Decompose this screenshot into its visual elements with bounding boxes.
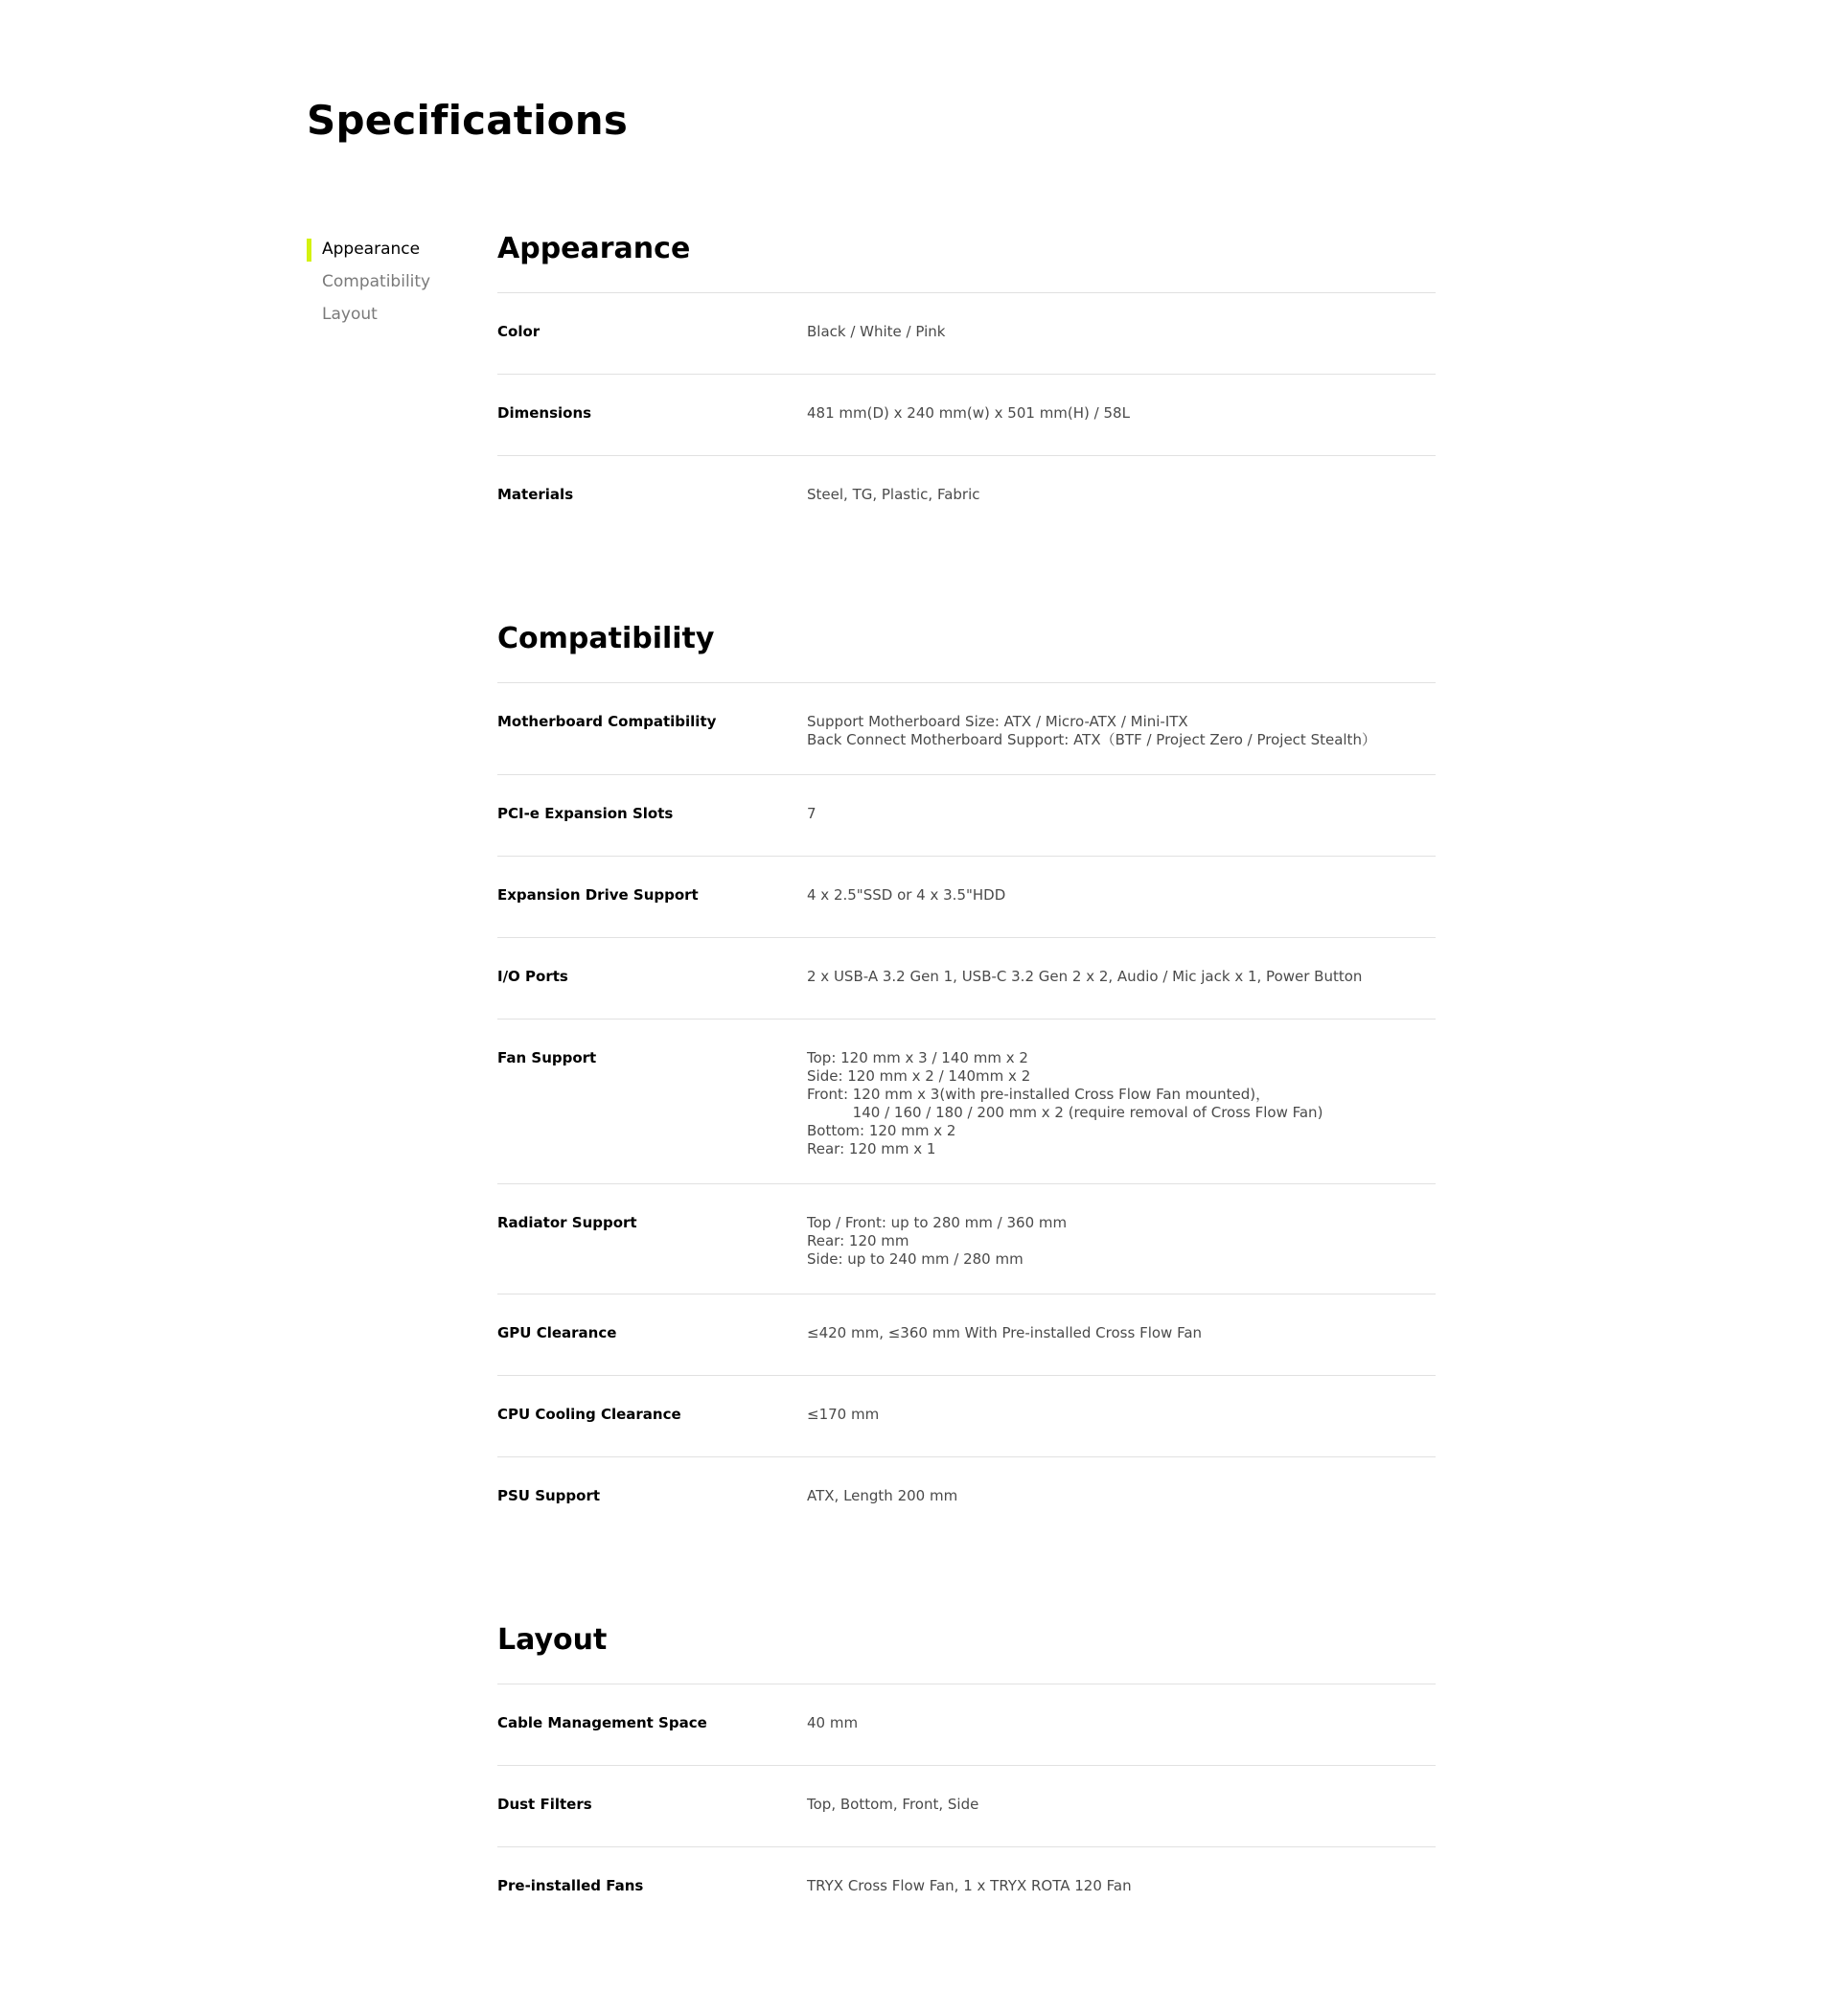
- spec-value-line: Rear: 120 mm: [807, 1232, 909, 1249]
- spec-value: [807, 886, 1436, 912]
- spec-value-line: Top: 120 mm x 3 / 140 mm x 2: [807, 1049, 1028, 1066]
- spec-value: [807, 404, 1436, 430]
- spec-value-line: Bottom: 120 mm x 2: [807, 1122, 956, 1139]
- nav-item-appearance[interactable]: Appearance: [307, 236, 460, 268]
- spec-value: [807, 1406, 1436, 1432]
- spec-label: Materials: [497, 486, 574, 503]
- page-title: Specifications: [307, 97, 629, 144]
- spec-row-i-o-ports: [497, 938, 1436, 1019]
- spec-value: [807, 1487, 1436, 1514]
- spec-row-expansion-drive-support: [497, 857, 1436, 938]
- spec-value: [807, 968, 1436, 994]
- spec-label: Dimensions: [497, 404, 592, 422]
- spec-value-line: Front: 120 mm x 3(with pre-installed Cross Flow Fan mounted)，: [807, 1086, 1271, 1103]
- spec-row-gpu-clearance: [497, 1294, 1436, 1376]
- spec-value: [807, 805, 1436, 831]
- spec-section-compatibility: [497, 616, 1436, 1539]
- spec-value-line: 140 / 160 / 180 / 200 mm x 2 (require removal of Cross Flow Fan): [807, 1104, 1323, 1121]
- spec-section-layout: [497, 1617, 1436, 1929]
- spec-value-line: Black / White / Pink: [807, 323, 946, 340]
- spec-value-line: Rear: 120 mm x 1: [807, 1140, 936, 1157]
- section-heading: Compatibility: [497, 616, 1436, 683]
- spec-value-line: 2 x USB-A 3.2 Gen 1, USB-C 3.2 Gen 2 x 2, Audio / Mic jack x 1, Power Button: [807, 968, 1363, 985]
- spec-value: [807, 1877, 1436, 1904]
- spec-value-line: 7: [807, 805, 816, 822]
- spec-value-line: TRYX Cross Flow Fan, 1 x TRYX ROTA 120 Fan: [807, 1877, 1132, 1894]
- spec-value-line: Top, Bottom, Front, Side: [807, 1796, 979, 1813]
- spec-row-dust-filters: [497, 1766, 1436, 1847]
- spec-label: CPU Cooling Clearance: [497, 1406, 681, 1423]
- spec-value-line: ATX, Length 200 mm: [807, 1487, 958, 1504]
- spec-row-cpu-cooling-clearance: [497, 1376, 1436, 1457]
- spec-label: GPU Clearance: [497, 1324, 617, 1341]
- spec-row-radiator-support: [497, 1184, 1436, 1294]
- spec-value-line: Steel, TG, Plastic, Fabric: [807, 486, 980, 503]
- spec-row-psu-support: [497, 1457, 1436, 1539]
- section-nav: [307, 236, 460, 333]
- spec-row-color: [497, 293, 1436, 375]
- spec-value-line: 40 mm: [807, 1714, 859, 1731]
- spec-label: Expansion Drive Support: [497, 886, 699, 904]
- spec-value-line: Side: up to 240 mm / 280 mm: [807, 1250, 1024, 1268]
- spec-label: Motherboard Compatibility: [497, 713, 717, 730]
- spec-label: PSU Support: [497, 1487, 601, 1504]
- spec-value-line: Back Connect Motherboard Support: ATX（BTF / Project Zero / Project Stealth）: [807, 731, 1376, 748]
- spec-row-dimensions: [497, 375, 1436, 456]
- section-heading: Layout: [497, 1617, 1436, 1684]
- spec-value-line: Top / Front: up to 280 mm / 360 mm: [807, 1214, 1068, 1231]
- spec-value: [807, 713, 1436, 749]
- nav-item-layout[interactable]: Layout: [322, 305, 378, 324]
- spec-value: [807, 1796, 1436, 1821]
- spec-value-line: Support Motherboard Size: ATX / Micro-ATX / Mini-ITX: [807, 713, 1188, 730]
- spec-value-line: ≤170 mm: [807, 1406, 880, 1423]
- spec-value: [807, 1324, 1436, 1350]
- spec-label: Dust Filters: [497, 1796, 592, 1813]
- spec-row-materials: [497, 456, 1436, 538]
- spec-label: I/O Ports: [497, 968, 568, 985]
- spec-label: Color: [497, 323, 540, 340]
- spec-label: Radiator Support: [497, 1214, 637, 1231]
- spec-value-line: 4 x 2.5"SSD or 4 x 3.5"HDD: [807, 886, 1006, 904]
- spec-label: Cable Management Space: [497, 1714, 707, 1731]
- section-heading: Appearance: [497, 226, 1436, 293]
- spec-value: [807, 323, 1436, 349]
- spec-value-line: ≤420 mm, ≤360 mm With Pre-installed Cross Flow Fan: [807, 1324, 1203, 1341]
- spec-label: Pre-installed Fans: [497, 1877, 644, 1894]
- spec-section-appearance: [497, 226, 1436, 538]
- spec-value: [807, 1049, 1436, 1158]
- spec-label: Fan Support: [497, 1049, 597, 1066]
- spec-row-fan-support: [497, 1019, 1436, 1184]
- spec-value-line: 481 mm(D) x 240 mm(w) x 501 mm(H) / 58L: [807, 404, 1130, 422]
- spec-value: [807, 1214, 1436, 1269]
- spec-value: [807, 486, 1436, 513]
- nav-item-compatibility[interactable]: Compatibility: [322, 272, 431, 291]
- spec-row-motherboard-compatibility: [497, 683, 1436, 775]
- spec-label: PCI-e Expansion Slots: [497, 805, 674, 822]
- spec-row-pci-e-expansion-slots: [497, 775, 1436, 857]
- spec-value-line: Side: 120 mm x 2 / 140mm x 2: [807, 1067, 1031, 1085]
- spec-value: [807, 1714, 1436, 1740]
- spec-row-pre-installed-fans: [497, 1847, 1436, 1929]
- specs-content: [497, 226, 1436, 2007]
- spec-row-cable-management-space: [497, 1684, 1436, 1766]
